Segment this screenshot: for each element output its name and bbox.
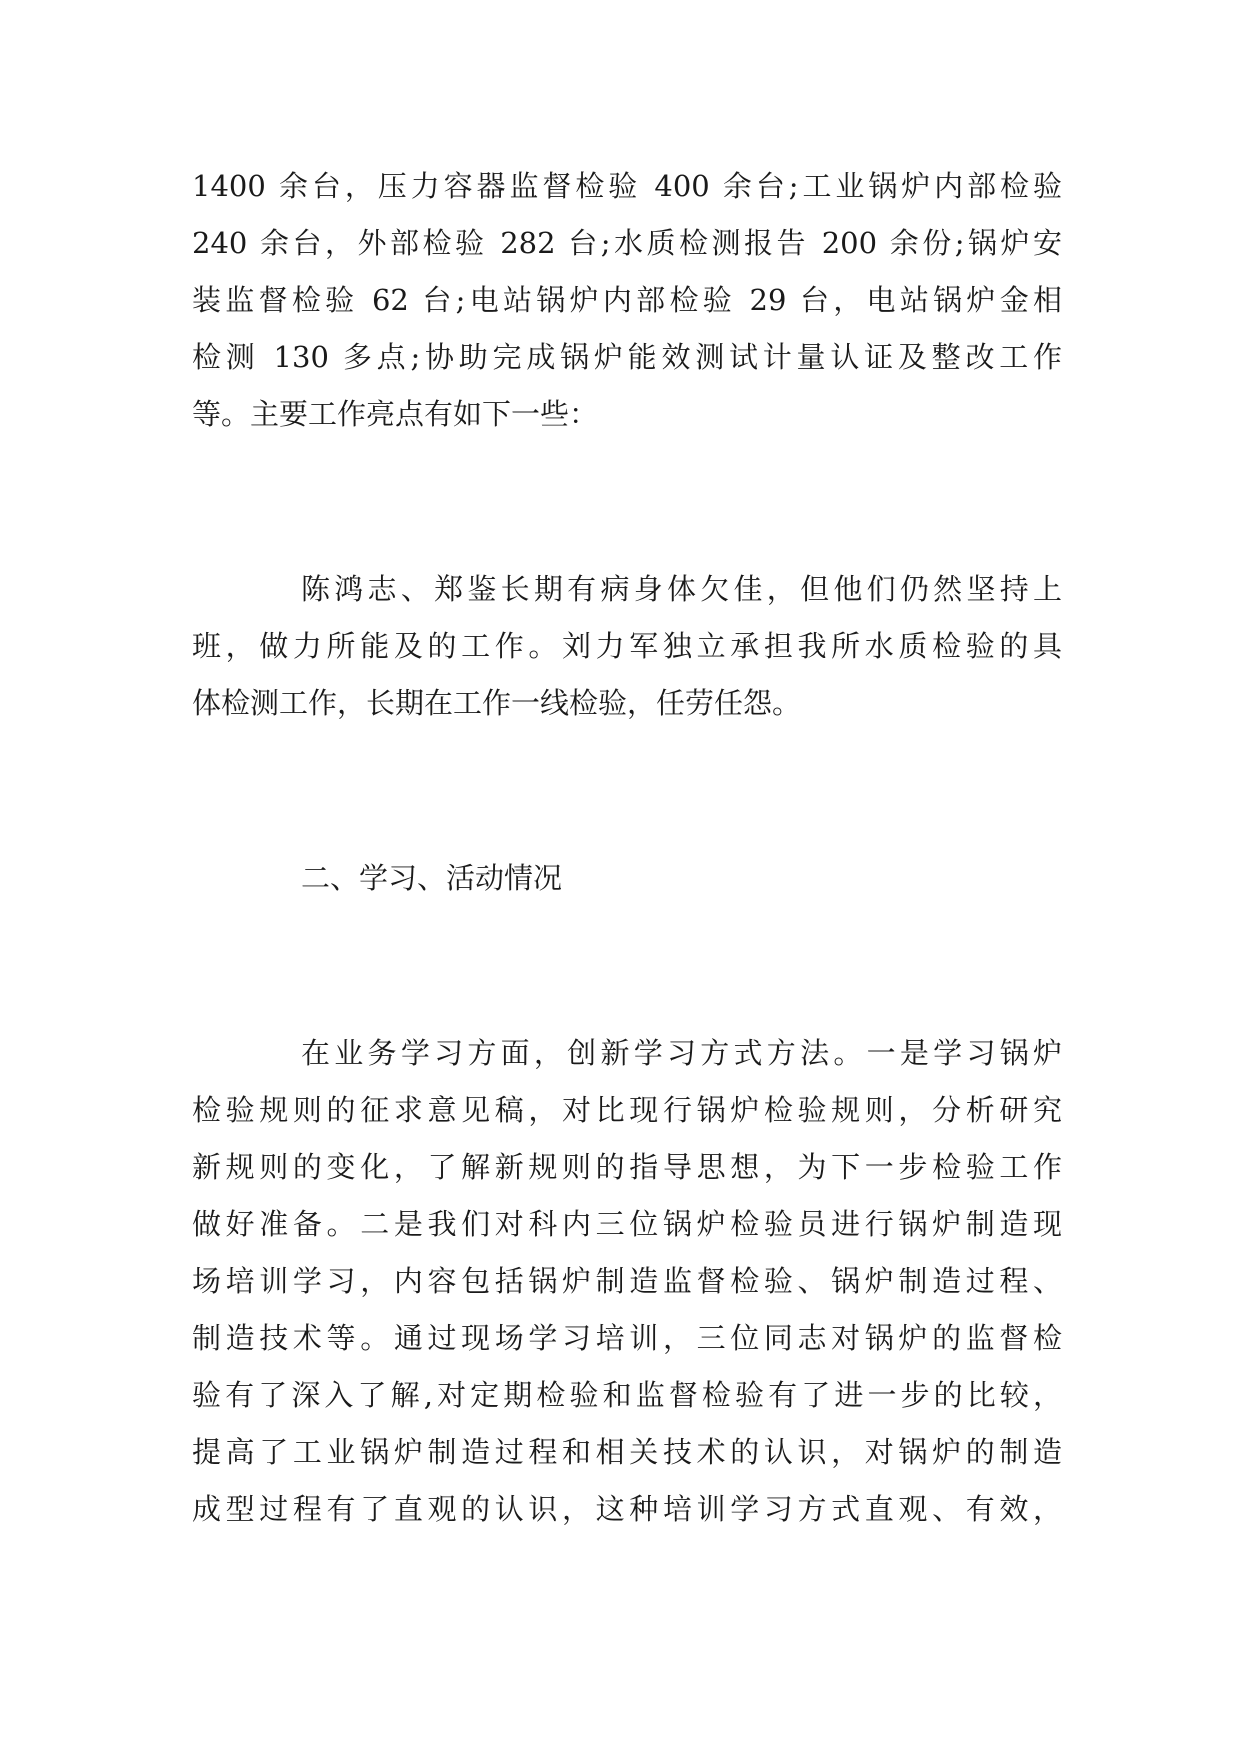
text-line: 新规则的变化，了解新规则的指导思想，为下一步检验工作 (192, 1150, 1062, 1184)
text-line: 场培训学习，内容包括锅炉制造监督检验、锅炉制造过程、 (192, 1264, 1062, 1298)
text-line: 做好准备。二是我们对科内三位锅炉检验员进行锅炉制造现 (192, 1207, 1062, 1241)
text-line: 体检测工作，长期在工作一线检验，任劳任怨。 (192, 686, 802, 720)
text-line: 班，做力所能及的工作。刘力军独立承担我所水质检验的具 (192, 629, 1062, 663)
section-heading: 二、学习、活动情况 (301, 861, 563, 895)
text-line: 1400 余台，压力容器监督检验 400 余台;工业锅炉内部检验 (192, 169, 1062, 203)
text-line: 提高了工业锅炉制造过程和相关技术的认识，对锅炉的制造 (192, 1435, 1062, 1469)
text-line: 240 余台，外部检验 282 台;水质检测报告 200 余份;锅炉安 (192, 226, 1062, 260)
text-line: 成型过程有了直观的认识，这种培训学习方式直观、有效， (192, 1492, 1062, 1526)
text-line: 陈鸿志、郑鉴长期有病身体欠佳，但他们仍然坚持上 (301, 572, 1062, 606)
text-line: 检验规则的征求意见稿，对比现行锅炉检验规则，分析研究 (192, 1093, 1062, 1127)
text-line: 在业务学习方面，创新学习方式方法。一是学习锅炉 (301, 1036, 1062, 1070)
text-line: 装监督检验 62 台;电站锅炉内部检验 29 台，电站锅炉金相 (192, 283, 1062, 317)
text-line: 检测 130 多点;协助完成锅炉能效测试计量认证及整改工作 (192, 340, 1062, 374)
text-line: 验有了深入了解,对定期检验和监督检验有了进一步的比较， (192, 1378, 1062, 1412)
text-line: 等。主要工作亮点有如下一些： (192, 397, 599, 431)
text-line: 制造技术等。通过现场学习培训，三位同志对锅炉的监督检 (192, 1321, 1062, 1355)
